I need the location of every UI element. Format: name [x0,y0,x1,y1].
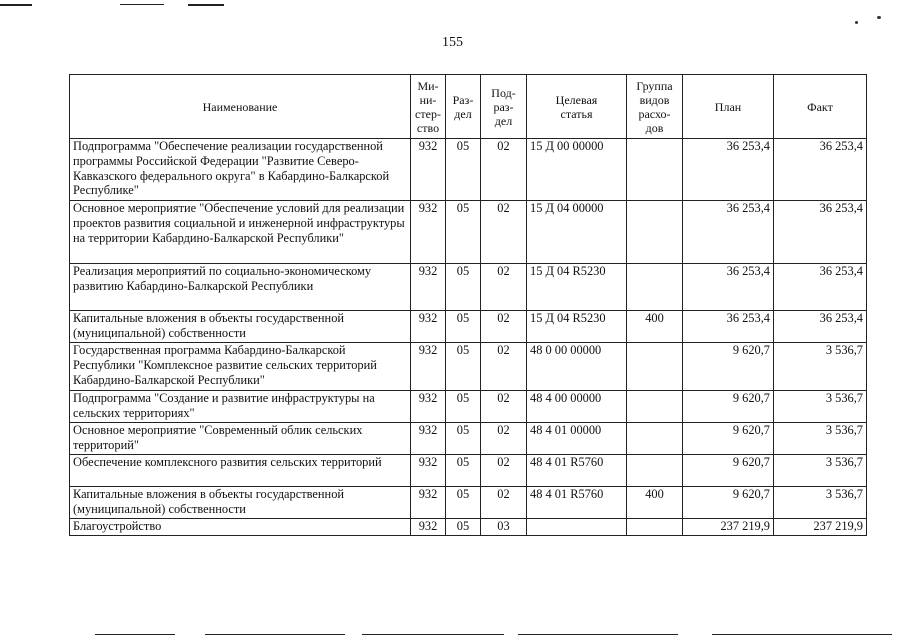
header-group: Группа видов расхо- дов [627,75,683,139]
table-row [70,423,867,455]
scan-artifact-speck [855,21,858,24]
header-section: Раз- дел [446,75,481,139]
row-plan: 9 620,7 [683,391,774,423]
row-subsection: 03 [481,519,527,536]
row-group [627,139,683,201]
row-ministry: 932 [411,487,446,519]
row-group [627,201,683,264]
row-fact: 36 253,4 [774,139,867,201]
row-ministry: 932 [411,391,446,423]
table-row [70,201,867,264]
row-group [627,391,683,423]
header-name: Наименование [70,75,411,139]
scan-artifact-line [95,634,175,635]
table-row [70,264,867,311]
row-plan: 36 253,4 [683,201,774,264]
row-subsection: 02 [481,311,527,343]
scan-artifact-line [712,634,892,635]
row-section: 05 [446,487,481,519]
row-fact: 3 536,7 [774,343,867,391]
row-target: 15 Д 04 00000 [527,201,627,264]
row-ministry: 932 [411,139,446,201]
row-target: 15 Д 00 00000 [527,139,627,201]
row-section: 05 [446,391,481,423]
row-section: 05 [446,455,481,487]
row-plan: 9 620,7 [683,487,774,519]
row-group [627,455,683,487]
row-fact: 36 253,4 [774,264,867,311]
row-plan: 9 620,7 [683,455,774,487]
row-group [627,343,683,391]
row-plan: 36 253,4 [683,264,774,311]
header-ministry: Ми- ни- стер- ство [411,75,446,139]
table-row [70,487,867,519]
row-section: 05 [446,264,481,311]
budget-table [69,74,867,536]
header-fact: Факт [774,75,867,139]
table-row [70,139,867,201]
page-number: 155 [442,35,463,50]
row-name: Реализация мероприятий по социально-экономическому развитию Кабардино-Балкарской Республики [70,264,411,311]
row-section: 05 [446,201,481,264]
row-name: Капитальные вложения в объекты государственной (муниципальной) собственности [70,311,411,343]
row-subsection: 02 [481,487,527,519]
header-plan: План [683,75,774,139]
row-target: 15 Д 04 R5230 [527,311,627,343]
row-group: 400 [627,311,683,343]
row-plan: 36 253,4 [683,139,774,201]
row-section: 05 [446,519,481,536]
header-target: Целевая статья [527,75,627,139]
row-target: 48 0 00 00000 [527,343,627,391]
row-plan: 237 219,9 [683,519,774,536]
scan-artifact-line [362,634,504,635]
row-name: Основное мероприятие "Современный облик сельских территорий" [70,423,411,455]
row-ministry: 932 [411,343,446,391]
row-section: 05 [446,139,481,201]
row-name: Обеспечение комплексного развития сельских территорий [70,455,411,487]
row-plan: 9 620,7 [683,423,774,455]
row-ministry: 932 [411,423,446,455]
row-ministry: 932 [411,311,446,343]
scan-artifact-line [518,634,678,635]
row-ministry: 932 [411,264,446,311]
row-group [627,423,683,455]
row-subsection: 02 [481,343,527,391]
row-fact: 3 536,7 [774,455,867,487]
row-name: Подпрограмма "Обеспечение реализации государственной программы Российской Федерации "Развитие Северо-Кавказского федерального округа" в Кабардино-Балкарской Республике" [70,139,411,201]
row-target: 48 4 00 00000 [527,391,627,423]
row-section: 05 [446,311,481,343]
row-target: 48 4 01 R5760 [527,487,627,519]
row-subsection: 02 [481,201,527,264]
table-row [70,391,867,423]
row-target [527,519,627,536]
row-group [627,264,683,311]
row-name: Подпрограмма "Создание и развитие инфраструктуры на сельских территориях" [70,391,411,423]
table-row [70,519,867,536]
row-ministry: 932 [411,455,446,487]
scan-artifact-line [205,634,345,635]
row-fact: 36 253,4 [774,201,867,264]
row-fact: 237 219,9 [774,519,867,536]
row-name: Основное мероприятие "Обеспечение условий для реализации проектов развития социальной и инженерной инфраструктуры на территории Кабардино-Балкарской Республики" [70,201,411,264]
table-row [70,311,867,343]
row-group: 400 [627,487,683,519]
table-header-row [70,75,867,139]
row-plan: 9 620,7 [683,343,774,391]
row-ministry: 932 [411,201,446,264]
row-fact: 36 253,4 [774,311,867,343]
scan-artifact-line [120,4,164,5]
row-name: Благоустройство [70,519,411,536]
row-subsection: 02 [481,264,527,311]
header-subsection: Под- раз- дел [481,75,527,139]
scan-artifact-line [0,4,32,6]
row-ministry: 932 [411,519,446,536]
row-subsection: 02 [481,423,527,455]
row-subsection: 02 [481,391,527,423]
row-target: 48 4 01 R5760 [527,455,627,487]
scan-artifact-speck [877,16,881,19]
row-fact: 3 536,7 [774,423,867,455]
row-name: Капитальные вложения в объекты государственной (муниципальной) собственности [70,487,411,519]
row-target: 15 Д 04 R5230 [527,264,627,311]
row-fact: 3 536,7 [774,391,867,423]
row-name: Государственная программа Кабардино-Балкарской Республики "Комплексное развитие сельских территорий Кабардино-Балкарской Республики" [70,343,411,391]
row-section: 05 [446,343,481,391]
row-fact: 3 536,7 [774,487,867,519]
row-plan: 36 253,4 [683,311,774,343]
table-row [70,343,867,391]
row-subsection: 02 [481,139,527,201]
row-target: 48 4 01 00000 [527,423,627,455]
table-row [70,455,867,487]
scan-artifact-line [188,4,224,6]
row-subsection: 02 [481,455,527,487]
row-section: 05 [446,423,481,455]
row-group [627,519,683,536]
